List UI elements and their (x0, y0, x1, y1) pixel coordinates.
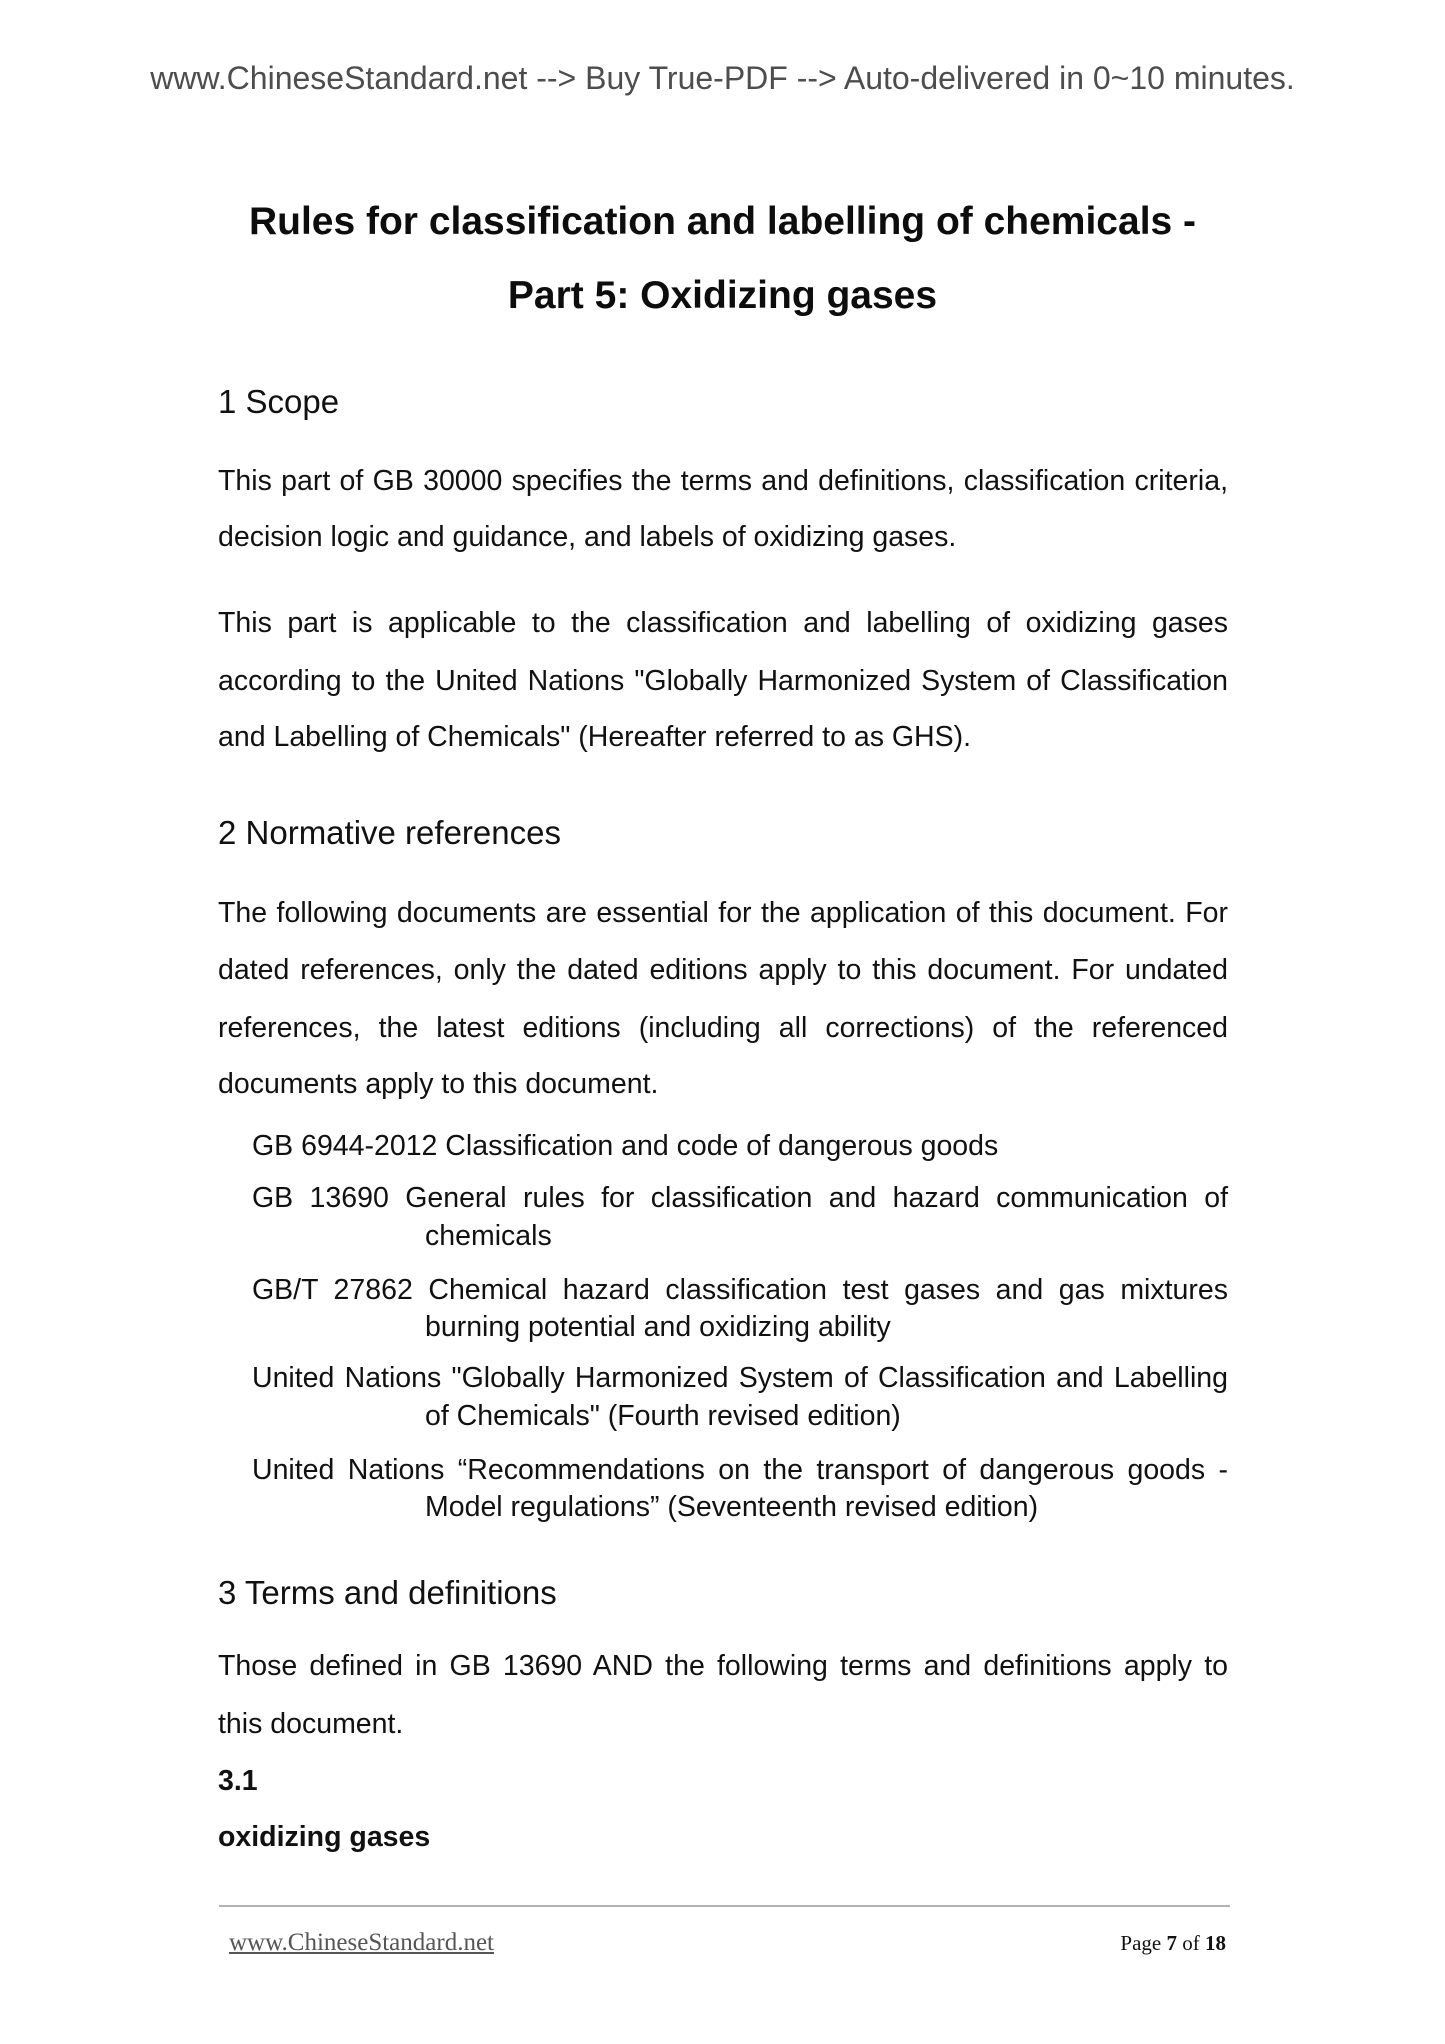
reference-line: United Nations "Globally Harmonized System of Classification and Labelling (252, 1362, 1228, 1394)
page-total: 18 (1205, 1931, 1226, 1955)
reference-line: GB 13690 General rules for classification and hazard communication of (252, 1182, 1228, 1214)
paragraph-line: references, the latest editions (including all corrections) of the referenced (218, 1012, 1228, 1044)
document-title-line-2: Part 5: Oxidizing gases (507, 274, 938, 317)
paragraph-line: dated references, only the dated editions apply to this document. For undated (218, 954, 1228, 986)
reference-line-continued: Model regulations” (Seventeenth revised edition) (425, 1491, 1039, 1523)
page-number (1120, 1927, 1226, 1959)
paragraph-line: The following documents are essential for the application of this document. For (218, 897, 1228, 929)
term-name: oxidizing gases (218, 1821, 431, 1853)
reference-line-continued: burning potential and oxidizing ability (425, 1311, 891, 1343)
section-heading-normative-references: 2 Normative references (218, 814, 561, 851)
footer-divider (219, 1905, 1230, 1907)
page-of-label: of (1182, 1931, 1200, 1955)
paragraph-line: This part of GB 30000 specifies the terms and definitions, classification criteria, (218, 465, 1228, 497)
paragraph-line: Those defined in GB 13690 AND the following terms and definitions apply to (218, 1650, 1228, 1682)
paragraph-line: decision logic and guidance, and labels of oxidizing gases. (218, 521, 957, 553)
paragraph-line: this document. (218, 1708, 404, 1740)
reference-line-continued: of Chemicals" (Fourth revised edition) (425, 1400, 901, 1432)
paragraph-line: This part is applicable to the classification and labelling of oxidizing gases (218, 607, 1228, 639)
reference-line: GB/T 27862 Chemical hazard classification test gases and gas mixtures (252, 1274, 1228, 1306)
term-number: 3.1 (218, 1765, 258, 1797)
footer-site-link[interactable]: www.ChineseStandard.net (229, 1929, 494, 1956)
reference-line-continued: chemicals (425, 1220, 552, 1252)
paragraph-line: documents apply to this document. (218, 1068, 659, 1100)
paragraph-line: according to the United Nations "Globally Harmonized System of Classification (218, 665, 1228, 697)
section-heading-terms-and-definitions: 3 Terms and definitions (218, 1574, 557, 1611)
section-heading-scope: 1 Scope (218, 383, 340, 420)
reference-line: GB 6944-2012 Classification and code of dangerous goods (252, 1130, 999, 1162)
page-label: Page (1120, 1931, 1162, 1955)
page-current: 7 (1166, 1931, 1177, 1955)
header-banner: www.ChineseStandard.net --> Buy True-PDF --> Auto-delivered in 0~10 minutes. (150, 60, 1295, 96)
reference-line: United Nations “Recommendations on the transport of dangerous goods - (252, 1454, 1228, 1486)
document-title-line-1: Rules for classification and labelling of chemicals - (248, 200, 1197, 243)
paragraph-line: and Labelling of Chemicals" (Hereafter referred to as GHS). (218, 721, 972, 753)
